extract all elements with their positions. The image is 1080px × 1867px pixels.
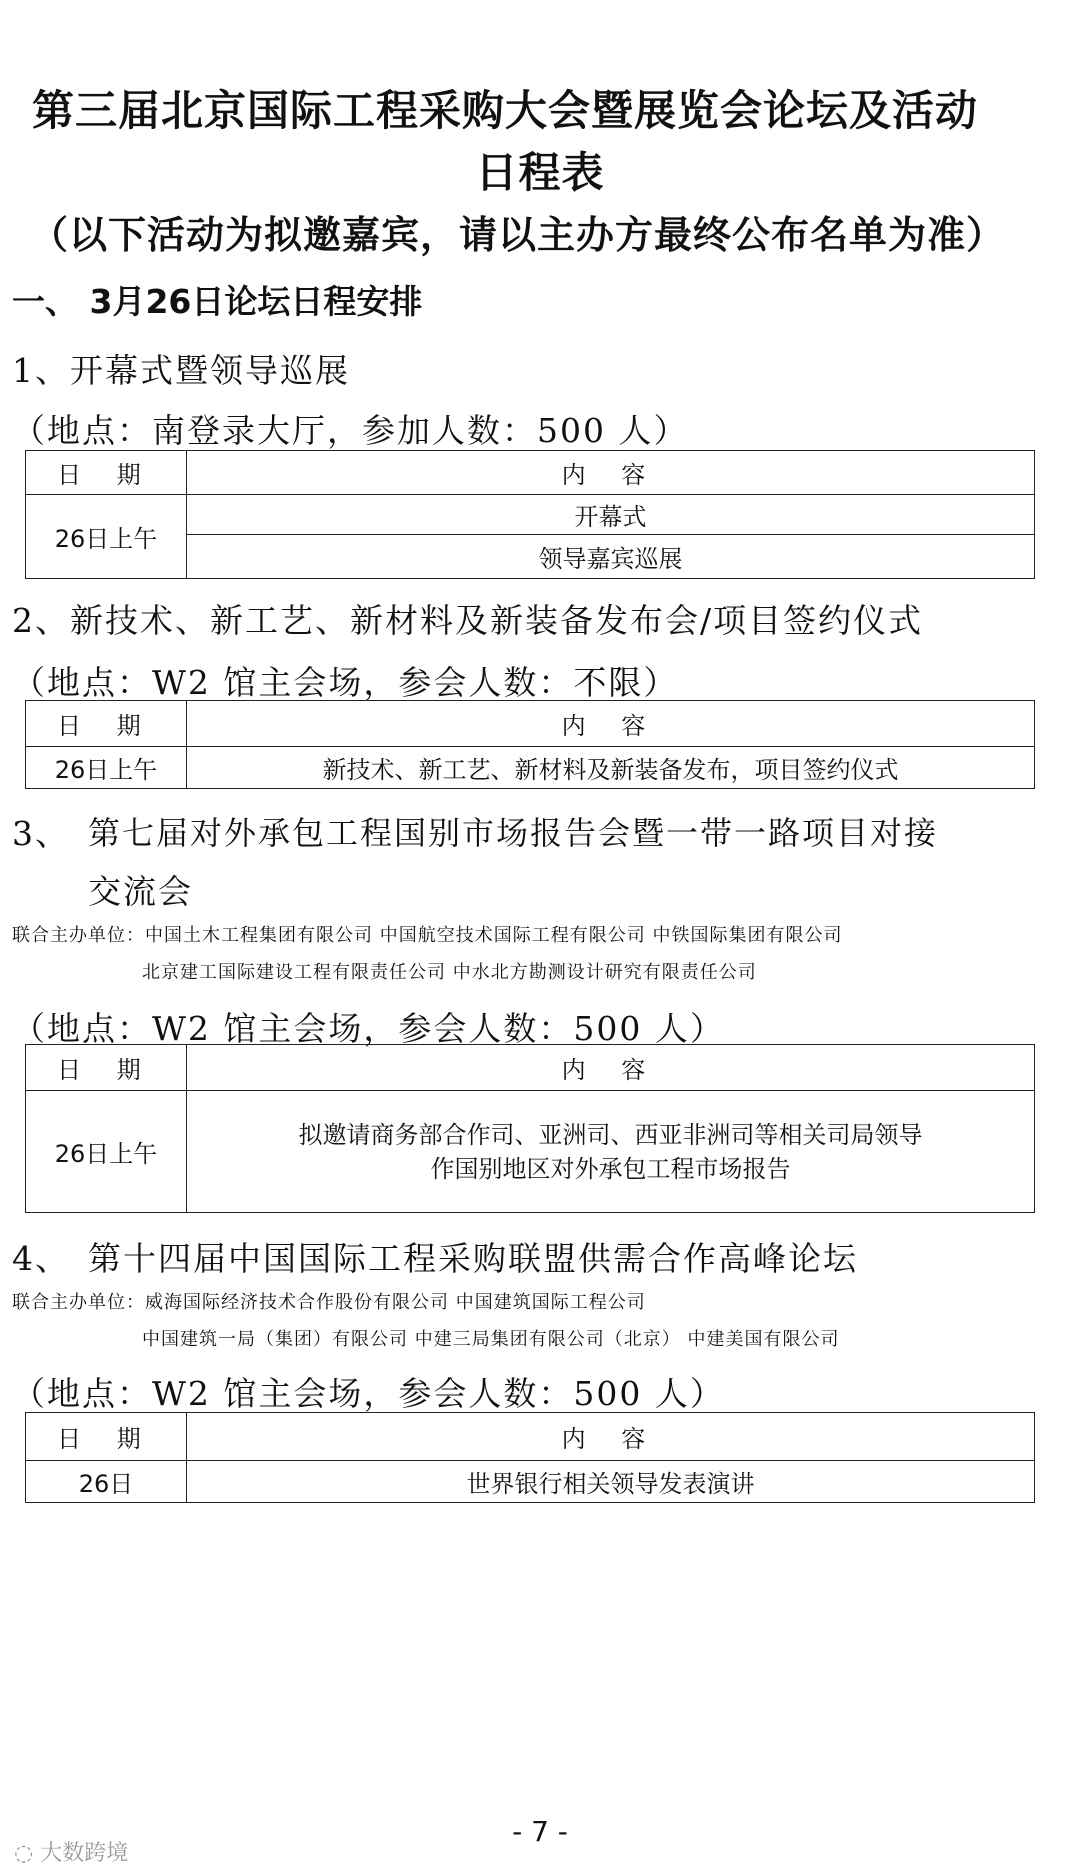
event2-location: （地点：W2 馆主会场，参会人数：不限） xyxy=(12,663,679,702)
document-title-line1: 第三届北京国际工程采购大会暨展览会论坛及活动 xyxy=(32,86,979,135)
event4-content-item: 世界银行相关领导发表演讲 xyxy=(187,1461,1035,1503)
event1-location: （地点：南登录大厅，参加人数：500 人） xyxy=(12,411,689,450)
event2-date-cell: 26日上午 xyxy=(26,747,187,789)
event3-heading-line1: 第七届对外承包工程国别市场报告会暨一带一路项目对接 xyxy=(88,814,939,852)
event4-organizers-line2: 中国建筑一局（集团）有限公司 中建三局集团有限公司（北京） 中建美国有限公司 xyxy=(142,1329,840,1350)
event2-heading: 2、新技术、新工艺、新材料及新装备发布会/项目签约仪式 xyxy=(12,601,924,640)
event2-schedule-table xyxy=(25,700,1035,789)
date-column-header: 日 期 xyxy=(26,1413,187,1461)
date-column-header: 日 期 xyxy=(26,451,187,495)
event3-organizers-line1: 联合主办单位：中国土木工程集团有限公司 中国航空技术国际工程有限公司 中铁国际集团有限公司 xyxy=(12,925,843,946)
event1-date-cell: 26日上午 xyxy=(26,495,187,579)
event3-date-cell: 26日上午 xyxy=(26,1091,187,1213)
date-column-header: 日 期 xyxy=(26,1045,187,1091)
event3-schedule-table xyxy=(25,1044,1035,1213)
watermark-logo xyxy=(14,1836,128,1867)
event1-content-item: 开幕式 xyxy=(187,495,1035,535)
event1-heading: 1、开幕式暨领导巡展 xyxy=(12,351,350,390)
content-column-header: 内 容 xyxy=(187,1045,1035,1091)
watermark-icon: ◌ xyxy=(14,1841,41,1866)
event3-number: 3、 xyxy=(12,814,70,853)
event3-organizers-line2: 北京建工国际建设工程有限责任公司 中水北方勘测设计研究有限责任公司 xyxy=(142,962,757,983)
date-column-header: 日 期 xyxy=(26,701,187,747)
event3-content-item: 作国别地区对外承包工程市场报告 xyxy=(430,1154,791,1183)
event3-content-item: 拟邀请商务部合作司、亚洲司、西亚非洲司等相关司局领导 xyxy=(298,1120,923,1149)
event1-schedule-table xyxy=(25,450,1035,579)
content-column-header: 内 容 xyxy=(187,701,1035,747)
page-number: - 7 - xyxy=(512,1815,568,1848)
event4-organizers-line1: 联合主办单位：威海国际经济技术合作股份有限公司 中国建筑国际工程公司 xyxy=(12,1292,646,1313)
content-column-header: 内 容 xyxy=(187,1413,1035,1461)
event3-heading-line2: 交流会 xyxy=(88,872,193,911)
event4-schedule-table xyxy=(25,1412,1035,1503)
event4-date-cell: 26日 xyxy=(26,1461,187,1503)
watermark-text: 大数跨境 xyxy=(40,1841,129,1866)
event1-content-item: 领导嘉宾巡展 xyxy=(187,535,1035,579)
document-title-line2: 日程表 xyxy=(475,148,605,197)
event2-content-item: 新技术、新工艺、新材料及新装备发布，项目签约仪式 xyxy=(187,747,1035,789)
event4-heading-line1: 第十四届中国国际工程采购联盟供需合作高峰论坛 xyxy=(88,1239,858,1278)
content-column-header: 内 容 xyxy=(187,451,1035,495)
event4-location: （地点：W2 馆主会场，参会人数：500 人） xyxy=(12,1374,725,1413)
event4-number: 4、 xyxy=(12,1239,70,1278)
event3-content-cell xyxy=(187,1091,1035,1213)
event3-location: （地点：W2 馆主会场，参会人数：500 人） xyxy=(12,1009,725,1048)
section1-heading: 一、 3月26日论坛日程安排 xyxy=(12,282,423,321)
document-subtitle: （以下活动为拟邀嘉宾，请以主办方最终公布名单为准） xyxy=(30,213,1006,257)
